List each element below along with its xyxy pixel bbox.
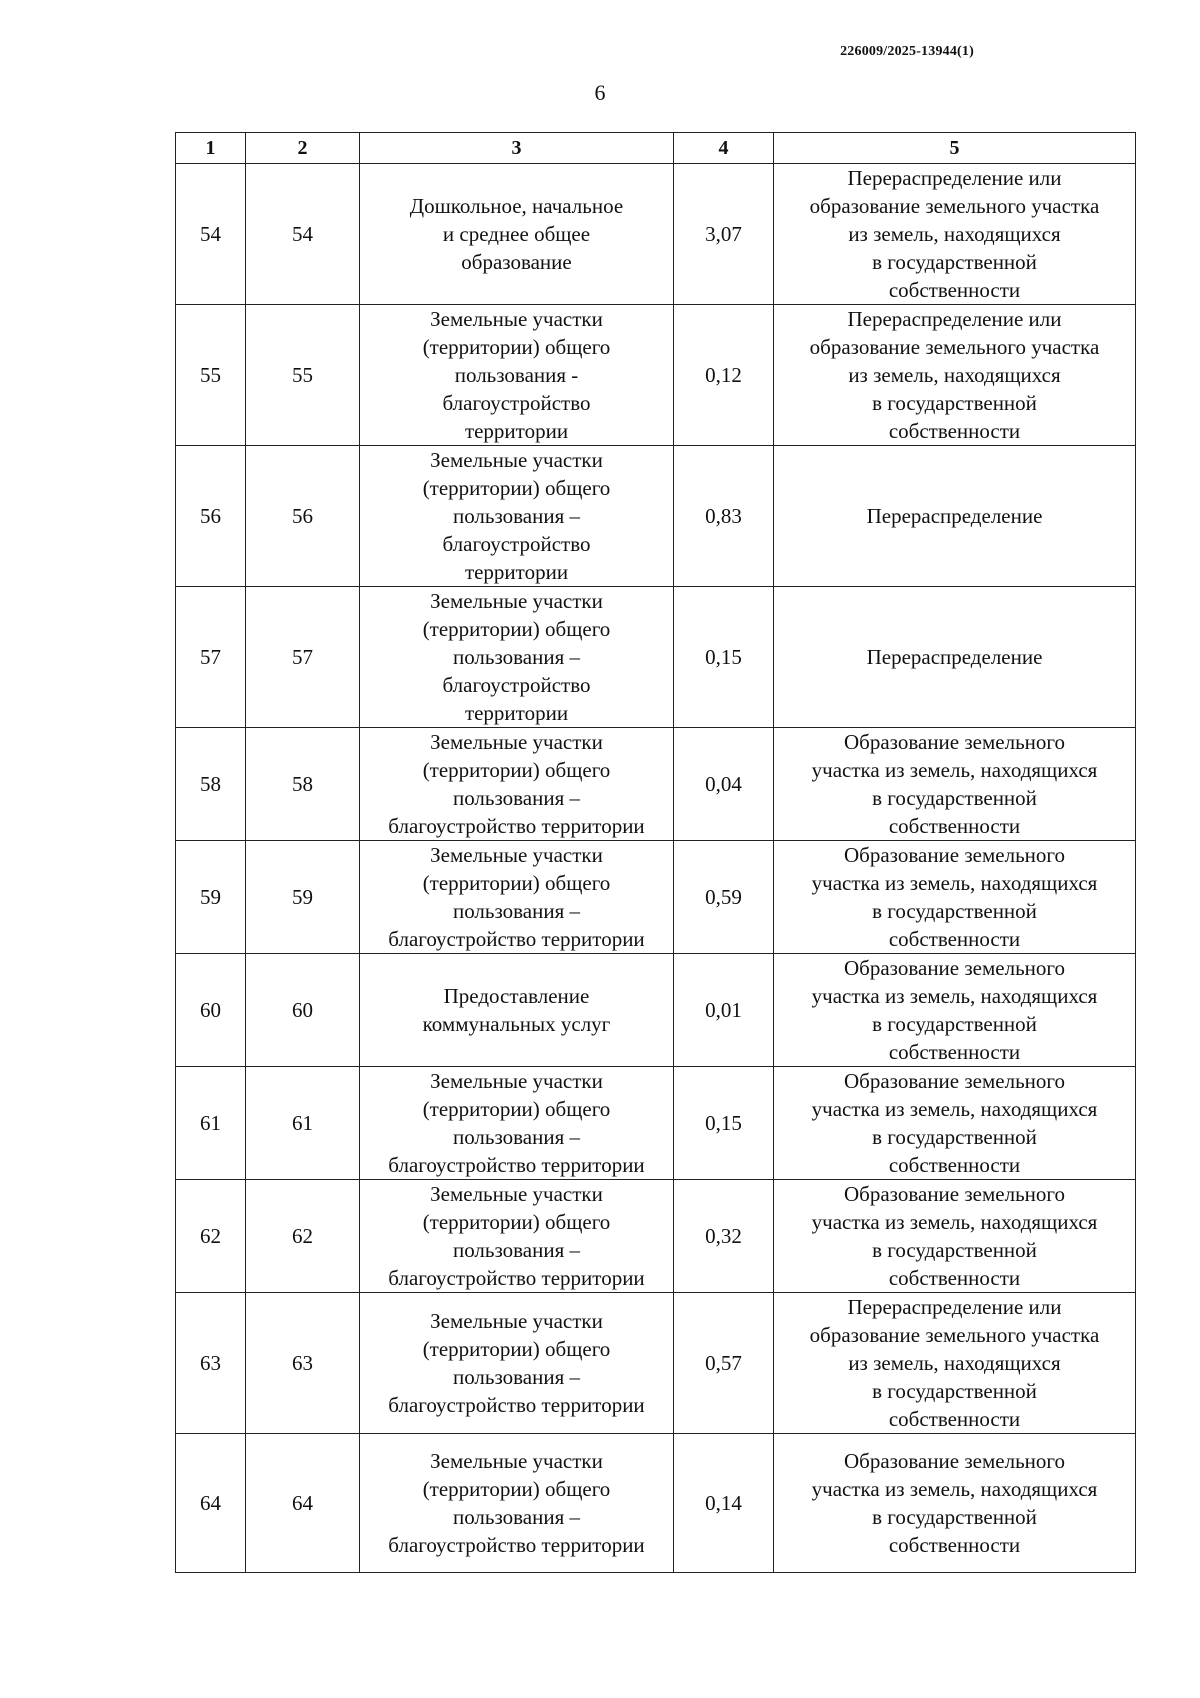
table-row: [176, 587, 1136, 728]
cell-line: благоустройство территории: [388, 927, 645, 951]
cell-line: Образование земельного: [844, 730, 1065, 754]
cell-line: Земельные участки: [430, 843, 603, 867]
zone-number-cell: 61: [246, 1067, 360, 1180]
permitted-use-cell: [360, 446, 674, 587]
cell-line: благоустройство территории: [388, 1393, 645, 1417]
zone-number-cell: 56: [246, 446, 360, 587]
cell-line: благоустройство территории: [388, 1153, 645, 1177]
area-cell: 0,14: [674, 1434, 774, 1573]
table-row: [176, 728, 1136, 841]
table-row: [176, 446, 1136, 587]
area-cell: 0,57: [674, 1293, 774, 1434]
permitted-use-cell: [360, 1293, 674, 1434]
column-header-2: 2: [246, 133, 360, 164]
cell-line: благоустройство территории: [388, 1533, 645, 1557]
cell-line: Образование земельного: [844, 843, 1065, 867]
table-row: [176, 1180, 1136, 1293]
cell-line: участка из земель, находящихся: [811, 1477, 1098, 1501]
table-row: [176, 841, 1136, 954]
row-number-cell: 59: [176, 841, 246, 954]
permitted-use-cell: [360, 164, 674, 305]
cell-line: из земель, находящихся: [848, 363, 1061, 387]
cell-line: (территории) общего: [422, 758, 611, 782]
formation-method-cell: [774, 841, 1136, 954]
cell-line: в государственной: [872, 1379, 1037, 1403]
cell-line: Образование земельного: [844, 1069, 1065, 1093]
area-cell: 0,59: [674, 841, 774, 954]
formation-method-cell: [774, 446, 1136, 587]
cell-line: Перераспределение или: [847, 307, 1062, 331]
cell-line: образование земельного участка: [809, 1323, 1100, 1347]
cell-line: (территории) общего: [422, 1097, 611, 1121]
zone-number-cell: 58: [246, 728, 360, 841]
cell-line: Образование земельного: [844, 1182, 1065, 1206]
permitted-use-cell: [360, 1434, 674, 1573]
permitted-use-cell: [360, 841, 674, 954]
area-cell: 0,04: [674, 728, 774, 841]
cell-line: Земельные участки: [430, 448, 603, 472]
cell-line: собственности: [888, 1533, 1021, 1557]
cell-line: в государственной: [872, 250, 1037, 274]
zone-number-cell: 55: [246, 305, 360, 446]
column-header-1: 1: [176, 133, 246, 164]
zone-number-cell: 62: [246, 1180, 360, 1293]
area-cell: 0,15: [674, 587, 774, 728]
cell-line: Дошкольное, начальное: [409, 194, 624, 218]
cell-line: Перераспределение или: [847, 166, 1062, 190]
row-number-cell: 54: [176, 164, 246, 305]
permitted-use-cell: [360, 954, 674, 1067]
cell-line: участка из земель, находящихся: [811, 1097, 1098, 1121]
permitted-use-cell: [360, 305, 674, 446]
cell-line: благоустройство: [442, 391, 591, 415]
cell-line: Земельные участки: [430, 589, 603, 613]
table-row: [176, 305, 1136, 446]
column-header-5: 5: [774, 133, 1136, 164]
zone-number-cell: 59: [246, 841, 360, 954]
zone-number-cell: 64: [246, 1434, 360, 1573]
cell-line: участка из земель, находящихся: [811, 758, 1098, 782]
cell-line: Перераспределение: [866, 504, 1043, 528]
cell-line: собственности: [888, 278, 1021, 302]
formation-method-cell: [774, 1293, 1136, 1434]
cell-line: благоустройство территории: [388, 814, 645, 838]
cell-line: (территории) общего: [422, 871, 611, 895]
permitted-use-cell: [360, 587, 674, 728]
formation-method-cell: [774, 1067, 1136, 1180]
row-number-cell: 62: [176, 1180, 246, 1293]
formation-method-cell: [774, 587, 1136, 728]
row-number-cell: 57: [176, 587, 246, 728]
cell-line: Земельные участки: [430, 1309, 603, 1333]
row-number-cell: 60: [176, 954, 246, 1067]
cell-line: (территории) общего: [422, 1210, 611, 1234]
row-number-cell: 56: [176, 446, 246, 587]
permitted-use-cell: [360, 1180, 674, 1293]
row-number-cell: 58: [176, 728, 246, 841]
formation-method-cell: [774, 728, 1136, 841]
cell-line: Образование земельного: [844, 1449, 1065, 1473]
area-cell: 3,07: [674, 164, 774, 305]
cell-line: собственности: [888, 1266, 1021, 1290]
cell-line: собственности: [888, 1153, 1021, 1177]
cell-line: Земельные участки: [430, 730, 603, 754]
row-number-cell: 55: [176, 305, 246, 446]
cell-line: в государственной: [872, 1012, 1037, 1036]
cell-line: в государственной: [872, 786, 1037, 810]
cell-line: Земельные участки: [430, 307, 603, 331]
area-cell: 0,32: [674, 1180, 774, 1293]
formation-method-cell: [774, 1434, 1136, 1573]
cell-line: Перераспределение или: [847, 1295, 1062, 1319]
zone-number-cell: 54: [246, 164, 360, 305]
cell-line: (территории) общего: [422, 1337, 611, 1361]
cell-line: Образование земельного: [844, 956, 1065, 980]
cell-line: собственности: [888, 1407, 1021, 1431]
table-body: [176, 164, 1136, 1573]
row-number-cell: 61: [176, 1067, 246, 1180]
cell-line: из земель, находящихся: [848, 222, 1061, 246]
cell-line: из земель, находящихся: [848, 1351, 1061, 1375]
row-number-cell: 64: [176, 1434, 246, 1573]
cell-line: пользования -: [454, 363, 579, 387]
formation-method-cell: [774, 954, 1136, 1067]
cell-line: в государственной: [872, 1505, 1037, 1529]
cell-line: собственности: [888, 419, 1021, 443]
table-row: [176, 1434, 1136, 1573]
cell-line: (территории) общего: [422, 476, 611, 500]
cell-line: образование: [461, 250, 572, 274]
area-cell: 0,12: [674, 305, 774, 446]
area-cell: 0,01: [674, 954, 774, 1067]
zone-number-cell: 60: [246, 954, 360, 1067]
cell-line: благоустройство: [442, 673, 591, 697]
cell-line: пользования –: [452, 1365, 581, 1389]
cell-line: собственности: [888, 1040, 1021, 1064]
table-row: [176, 164, 1136, 305]
cell-line: участка из земель, находящихся: [811, 871, 1098, 895]
area-cell: 0,83: [674, 446, 774, 587]
cell-line: (территории) общего: [422, 1477, 611, 1501]
cell-line: пользования –: [452, 504, 581, 528]
cell-line: Перераспределение: [866, 645, 1043, 669]
document-number: 226009/2025-13944(1): [840, 44, 974, 59]
page-number: 6: [594, 80, 606, 105]
cell-line: (территории) общего: [422, 335, 611, 359]
zone-number-cell: 57: [246, 587, 360, 728]
cell-line: в государственной: [872, 1125, 1037, 1149]
cell-line: в государственной: [872, 899, 1037, 923]
cell-line: Земельные участки: [430, 1182, 603, 1206]
column-header-4: 4: [674, 133, 774, 164]
row-number-cell: 63: [176, 1293, 246, 1434]
cell-line: территории: [464, 701, 569, 725]
cell-line: Земельные участки: [430, 1069, 603, 1093]
formation-method-cell: [774, 305, 1136, 446]
table-header-row: [176, 133, 1136, 164]
formation-method-cell: [774, 1180, 1136, 1293]
cell-line: территории: [464, 560, 569, 584]
table-row: [176, 1067, 1136, 1180]
column-header-3: 3: [360, 133, 674, 164]
cell-line: собственности: [888, 927, 1021, 951]
cell-line: благоустройство: [442, 532, 591, 556]
cell-line: образование земельного участка: [809, 194, 1100, 218]
cell-line: участка из земель, находящихся: [811, 984, 1098, 1008]
table-row: [176, 954, 1136, 1067]
land-plots-table: [175, 132, 1136, 1573]
cell-line: пользования –: [452, 1505, 581, 1529]
cell-line: Предоставление: [443, 984, 590, 1008]
cell-line: благоустройство территории: [388, 1266, 645, 1290]
cell-line: и среднее общее: [442, 222, 591, 246]
permitted-use-cell: [360, 728, 674, 841]
cell-line: в государственной: [872, 1238, 1037, 1262]
cell-line: участка из земель, находящихся: [811, 1210, 1098, 1234]
permitted-use-cell: [360, 1067, 674, 1180]
formation-method-cell: [774, 164, 1136, 305]
cell-line: пользования –: [452, 899, 581, 923]
cell-line: пользования –: [452, 1238, 581, 1262]
table-row: [176, 1293, 1136, 1434]
cell-line: пользования –: [452, 1125, 581, 1149]
cell-line: коммунальных услуг: [422, 1012, 611, 1036]
cell-line: пользования –: [452, 786, 581, 810]
cell-line: пользования –: [452, 645, 581, 669]
zone-number-cell: 63: [246, 1293, 360, 1434]
area-cell: 0,15: [674, 1067, 774, 1180]
cell-line: образование земельного участка: [809, 335, 1100, 359]
cell-line: территории: [464, 419, 569, 443]
cell-line: собственности: [888, 814, 1021, 838]
cell-line: Земельные участки: [430, 1449, 603, 1473]
cell-line: (территории) общего: [422, 617, 611, 641]
cell-line: в государственной: [872, 391, 1037, 415]
